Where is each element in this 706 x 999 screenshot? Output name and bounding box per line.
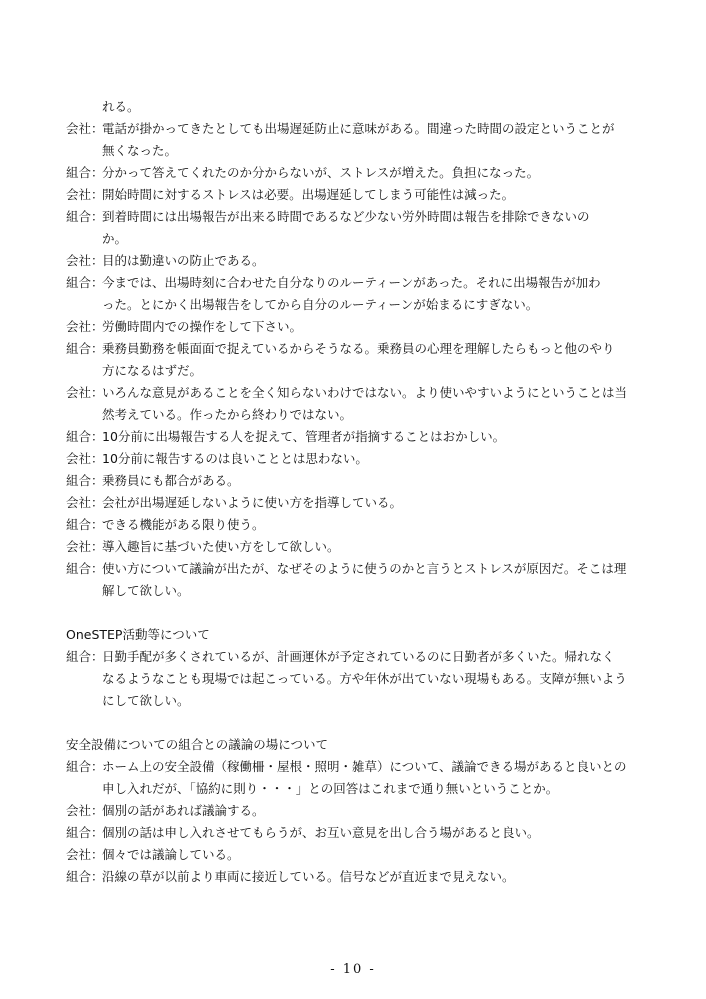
speaker-label: 組合： [66,517,104,532]
dialogue-entry [66,536,646,558]
continuation-line: れる。 [102,99,140,114]
statement-text: 今までは、出場時刻に合わせた自分なりのルーティーンがあった。それに出場報告が加わ [102,275,601,290]
statement-text: 個別の話は申し入れさせてもらうが、お互い意見を出し合う場があると良い。 [102,825,540,840]
section-spacer [66,602,646,624]
statement-text: 10分前に報告するのは良いこととは思わない。 [102,451,368,466]
speaker-label: 組合： [66,473,104,488]
speaker-label: 組合： [66,561,104,576]
dialogue-entry [66,448,646,470]
continuation-line: 然考えている。作ったから終わりではない。 [102,407,353,422]
dialogue-entry [66,184,646,206]
dialogue-entry [66,558,646,580]
page-number: - 10 - [330,962,376,977]
statement-text: 導入趣旨に基づいた使い方をして欲しい。 [102,539,340,554]
speaker-label: 組合： [66,165,104,180]
speaker-label: 組合： [66,825,104,840]
dialogue-entry [66,800,646,822]
dialogue-entry [66,338,646,360]
continuation-line: なるようなことも現場では起こっている。方や年休が出ていない現場もある。支障が無いよう [102,671,627,686]
statement-text: 会社が出場遅延しないように使い方を指導している。 [102,495,403,510]
speaker-label: 会社： [66,385,104,400]
statement-text: 使い方について議論が出たが、なぜそのように使うのかと言うとストレスが原因だ。そこは理 [102,561,627,576]
statement-text: 目的は勤違いの防止である。 [102,253,265,268]
dialogue-entry [66,756,646,778]
speaker-label: 会社： [66,847,104,862]
statement-text: できる機能がある限り使う。 [102,517,265,532]
minutes-body [66,96,646,888]
statement-text: 沿線の草が以前より車両に接近している。信号などが直近まで見えない。 [102,869,515,884]
statement-text: 日勤手配が多くされているが、計画運休が予定されているのに日勤者が多くいた。帰れなく [102,649,615,664]
dialogue-entry [66,470,646,492]
continuation-line: にして欲しい。 [102,693,190,708]
dialogue-entry [66,272,646,294]
section-heading: 安全設備についての組合との議論の場について [66,737,329,752]
section-spacer [66,712,646,734]
dialogue-entry [66,382,646,404]
dialogue-entry [66,866,646,888]
statement-text: 開始時間に対するストレスは必要。出場遅延してしまう可能性は減った。 [102,187,515,202]
statement-text: 労働時間内での操作をして下さい。 [102,319,303,334]
dialogue-entry [66,316,646,338]
speaker-label: 組合： [66,759,104,774]
dialogue-entry [66,492,646,514]
dialogue-entry [66,844,646,866]
dialogue-entry [66,118,646,140]
continuation-line: か。 [102,231,128,246]
statement-text: 電話が掛かってきたとしても出場遅延防止に意味がある。間違った時間の設定ということが [102,121,615,136]
continuation-line: 方になるはずだ。 [102,363,203,378]
speaker-label: 会社： [66,495,104,510]
speaker-label: 組合： [66,649,104,664]
speaker-label: 会社： [66,319,104,334]
speaker-label: 会社： [66,803,104,818]
statement-text: 個々では議論している。 [102,847,240,862]
statement-text: 乗務員勤務を帳面面で捉えているからそうなる。乗務員の心理を理解したらもっと他のやり [102,341,615,356]
speaker-label: 組合： [66,429,104,444]
speaker-label: 会社： [66,539,104,554]
speaker-label: 組合： [66,209,104,224]
continuation-line: 解して欲しい。 [102,583,190,598]
statement-text: 分かって答えてくれたのか分からないが、ストレスが増えた。負担になった。 [102,165,540,180]
continuation-line: 無くなった。 [102,143,178,158]
statement-text: いろんな意見があることを全く知らないわけではない。より使いやすいようにということは当 [102,385,628,400]
speaker-label: 組合： [66,869,104,884]
dialogue-entry [66,206,646,228]
speaker-label: 会社： [66,451,104,466]
statement-text: 10分前に出場報告する人を捉えて、管理者が指摘することはおかしい。 [102,429,506,444]
continuation-line: った。とにかく出場報告をしてから自分のルーティーンが始まるにすぎない。 [102,297,539,312]
speaker-label: 会社： [66,253,104,268]
dialogue-entry [66,426,646,448]
dialogue-entry [66,514,646,536]
statement-text: 到着時間には出場報告が出来る時間であるなど少ない労外時間は報告を排除できないの [102,209,590,224]
speaker-label: 会社： [66,121,104,136]
dialogue-entry [66,822,646,844]
speaker-label: 組合： [66,275,104,290]
section-heading: OneSTEP活動等について [66,627,210,642]
speaker-label: 会社： [66,187,104,202]
statement-text: ホーム上の安全設備（稼働柵・屋根・照明・雑草）について、議論できる場があると良いとの [102,759,627,774]
dialogue-entry [66,250,646,272]
speaker-label: 組合： [66,341,104,356]
statement-text: 個別の話があれば議論する。 [102,803,265,818]
statement-text: 乗務員にも都合がある。 [102,473,240,488]
dialogue-entry [66,162,646,184]
dialogue-entry [66,646,646,668]
continuation-line: 申し入れだが、「協約に則り・・・」との回答はこれまで通り無いということか。 [102,781,559,796]
